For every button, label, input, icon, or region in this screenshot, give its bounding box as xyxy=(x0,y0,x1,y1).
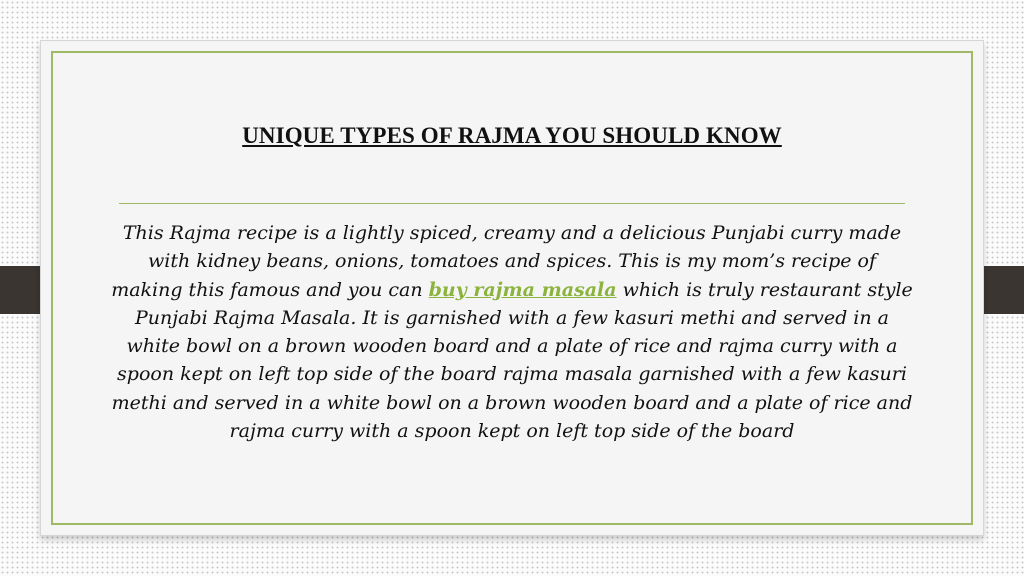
body-text-part-1: This Rajma recipe is a lightly spiced, creamy and a delicious Punjabi curry made with kidney beans, onions, tomatoes and spices. This is my mom’s recipe of making this famous and you can xyxy=(111,222,902,301)
slide-body-text xyxy=(111,219,913,445)
slide-card xyxy=(40,40,984,536)
body-text-part-2: which is truly restaurant style Punjabi Rajma Masala. It is garnished with a few kasuri methi and served in a white bowl on a brown wooden board and a plate of rice and rajma curry with a spoon kept on left top side of the board rajma masala garnished with a few kasuri methi and served in a white bowl on a brown wooden board and a plate of rice and rajma curry with a spoon kept on left top side of the board xyxy=(111,278,913,443)
buy-rajma-masala-link[interactable]: buy rajma masala xyxy=(428,278,617,301)
title-divider xyxy=(119,203,905,204)
slide-title: UNIQUE TYPES OF RAJMA YOU SHOULD KNOW xyxy=(242,123,782,148)
